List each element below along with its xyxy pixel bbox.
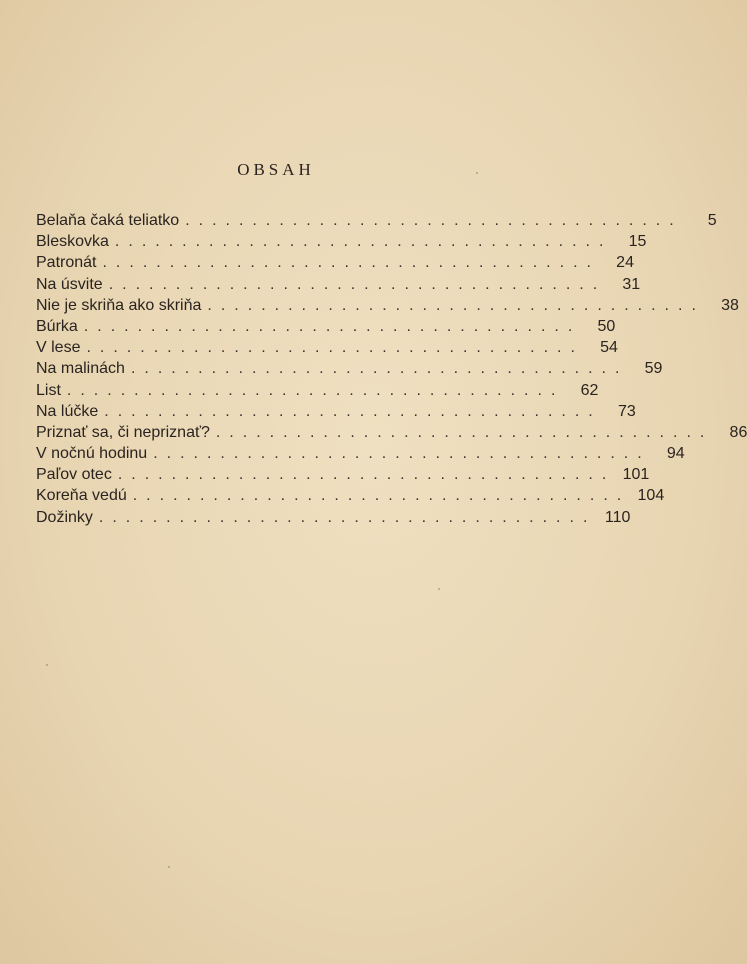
- paper-speck: [476, 172, 478, 174]
- table-of-contents: [36, 210, 747, 528]
- dot-leader: .....................................: [104, 402, 602, 420]
- toc-entry-page: 59: [644, 360, 663, 378]
- dot-leader: .....................................: [153, 445, 651, 463]
- dot-leader: .....................................: [215, 423, 714, 441]
- paper-speck: [438, 588, 440, 590]
- dot-leader: .....................................: [132, 487, 631, 505]
- toc-entry-title: Nie je skriňa ako skriňa: [36, 296, 202, 314]
- toc-entry-page: 101: [622, 466, 650, 484]
- toc-entry-page: 104: [637, 487, 665, 505]
- toc-entry: [36, 252, 634, 273]
- paper-speck: [46, 664, 48, 666]
- toc-entry-title: Na úsvite: [36, 275, 103, 293]
- toc-entry-page: 5: [707, 212, 717, 229]
- toc-entry-title: List: [36, 381, 61, 399]
- toc-entry: [36, 295, 739, 316]
- toc-entry-title: Na malinách: [36, 360, 125, 378]
- toc-entry: [36, 274, 641, 295]
- toc-entry-title: Dožinky: [36, 508, 93, 526]
- toc-entry: [36, 401, 636, 422]
- toc-entry-page: 54: [600, 339, 618, 357]
- page-title: OBSAH: [237, 160, 315, 179]
- dot-leader: .....................................: [108, 275, 607, 293]
- toc-entry-page: 50: [597, 317, 616, 335]
- dot-leader: .....................................: [102, 254, 600, 272]
- paper-speck: [168, 866, 170, 868]
- dot-leader: .....................................: [66, 381, 565, 399]
- toc-entry-title: Paľov otec: [36, 466, 112, 484]
- toc-entry-page: 110: [604, 508, 631, 526]
- toc-entry: [36, 464, 650, 485]
- toc-entry-page: 62: [580, 381, 599, 399]
- toc-entry: [36, 507, 631, 528]
- toc-entry-title: V lese: [36, 339, 81, 357]
- toc-entry-title: Patronát: [36, 254, 97, 272]
- toc-entry: [36, 422, 747, 443]
- toc-entry-title: V nočnú hodinu: [36, 445, 148, 463]
- toc-entry-title: Bleskovka: [36, 233, 109, 251]
- dot-leader: .....................................: [114, 233, 613, 251]
- toc-entry-title: Búrka: [36, 317, 78, 335]
- toc-entry-page: 38: [721, 296, 739, 314]
- toc-entry-page: 73: [617, 402, 636, 420]
- toc-entry: [36, 210, 717, 231]
- dot-leader: .....................................: [130, 360, 629, 378]
- toc-entry-page: 24: [616, 254, 634, 272]
- toc-entry-page: 15: [628, 233, 647, 251]
- toc-entry: [36, 316, 616, 337]
- toc-entry-title: Priznať sa, či nepriznať?: [36, 423, 210, 441]
- toc-entry: [36, 485, 665, 506]
- toc-entry: [36, 380, 599, 401]
- dot-leader: .....................................: [98, 508, 597, 526]
- dot-leader: .....................................: [86, 339, 584, 357]
- toc-entry-title: Na lúčke: [36, 402, 99, 420]
- toc-entry: [36, 443, 685, 464]
- toc-entry: [36, 231, 647, 252]
- dot-leader: .....................................: [185, 212, 683, 229]
- dot-leader: .....................................: [83, 317, 582, 335]
- toc-entry: [36, 337, 618, 358]
- dot-leader: .....................................: [207, 296, 705, 314]
- toc-entry-page: 94: [666, 445, 685, 463]
- toc-entry-page: 86: [729, 423, 747, 441]
- toc-entry: [36, 358, 663, 379]
- dot-leader: .....................................: [117, 466, 616, 484]
- toc-entry-title: Belaňa čaká teliatko: [36, 212, 180, 229]
- toc-entry-page: 31: [622, 275, 641, 293]
- toc-entry-title: Koreňa vedú: [36, 487, 127, 505]
